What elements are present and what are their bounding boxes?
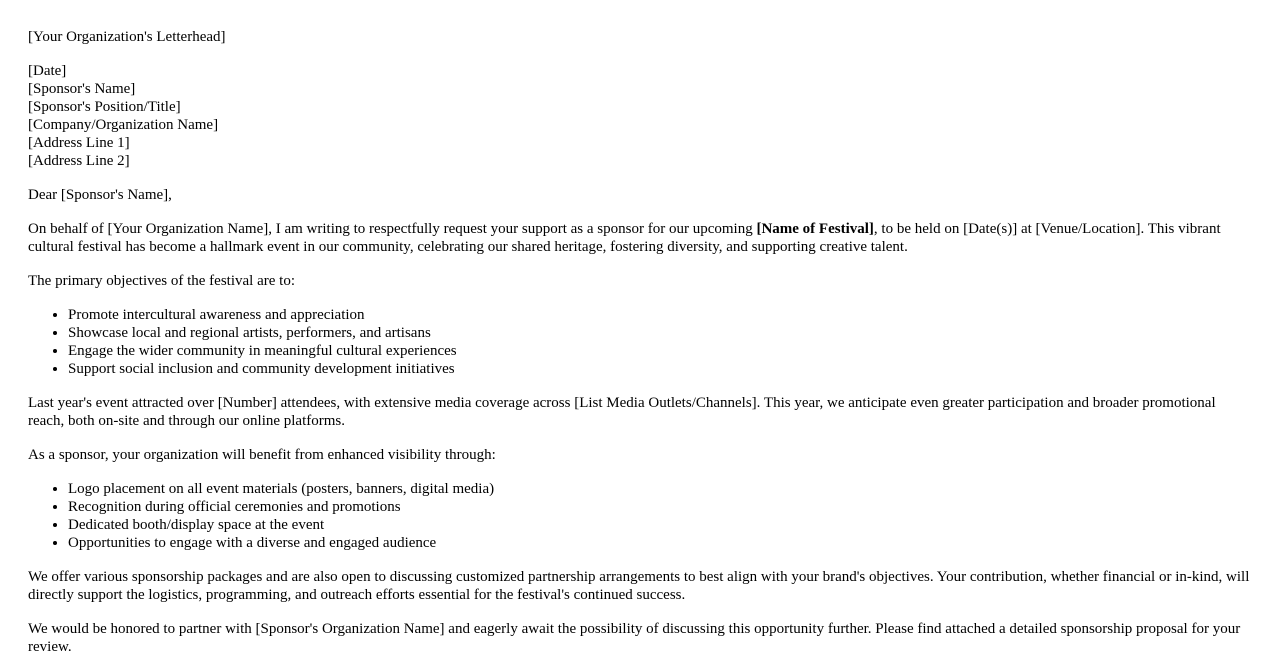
closing-paragraph: We would be honored to partner with [Sponsor's Organization Name] and eagerly await the possibility of discussing this opportunity further. Please find attached a detailed sponsorship proposal for your review. (28, 621, 1241, 655)
list-item: • Logo placement on all event materials (posters, banners, digital media) (68, 480, 1250, 498)
intro-text-end: , to be held on [Date(s)] at [Venue/Location]. This vibrant cultural festival has become a hallmark event in our community, celebrating our shared heritage, fostering diversity, and supporting creative talent. (28, 221, 1221, 255)
recipient-block (28, 62, 1250, 170)
intro-text-start: On behalf of [Your Organization Name], I am writing to respectfully request your support as a sponsor for our upcoming (28, 221, 757, 237)
objectives-list (28, 306, 1250, 378)
packages-paragraph: We offer various sponsorship packages and are also open to discussing customized partnership arrangements to best align with your brand's objectives. Your contribution, whether financial or in-kind, will directly support the logistics, programming, and outreach efforts essential for the festival's continued success. (28, 569, 1250, 603)
last-year-paragraph: Last year's event attracted over [Number] attendees, with extensive media coverage across [List Media Outlets/Channels]. This year, we anticipate even greater participation and broader promotional reach, both on-site and through our online platforms. (28, 395, 1216, 429)
list-item: • Opportunities to engage with a diverse and engaged audience (68, 534, 1250, 552)
address-line-2: [Address Line 2] (28, 153, 130, 169)
list-item: • Showcase local and regional artists, performers, and artisans (68, 324, 1250, 342)
company-line: [Company/Organization Name] (28, 117, 219, 133)
address-line-1: [Address Line 1] (28, 135, 130, 151)
list-item: • Dedicated booth/display space at the event (68, 516, 1250, 534)
benefits-list (28, 480, 1250, 552)
list-item: • Support social inclusion and community development initiatives (68, 360, 1250, 378)
objectives-intro: The primary objectives of the festival are to: (28, 273, 295, 289)
festival-name: [Name of Festival] (756, 221, 874, 237)
benefits-intro: As a sponsor, your organization will benefit from enhanced visibility through: (28, 447, 496, 463)
list-item: • Recognition during official ceremonies and promotions (68, 498, 1250, 516)
date-line: [Date] (28, 63, 67, 79)
intro-paragraph (28, 220, 1250, 256)
salutation: Dear [Sponsor's Name], (28, 187, 172, 203)
list-item: • Engage the wider community in meaningful cultural experiences (68, 342, 1250, 360)
list-item: • Promote intercultural awareness and appreciation (68, 306, 1250, 324)
sponsor-position-line: [Sponsor's Position/Title] (28, 99, 181, 115)
sponsor-name-line: [Sponsor's Name] (28, 81, 136, 97)
letterhead: [Your Organization's Letterhead] (28, 29, 226, 45)
